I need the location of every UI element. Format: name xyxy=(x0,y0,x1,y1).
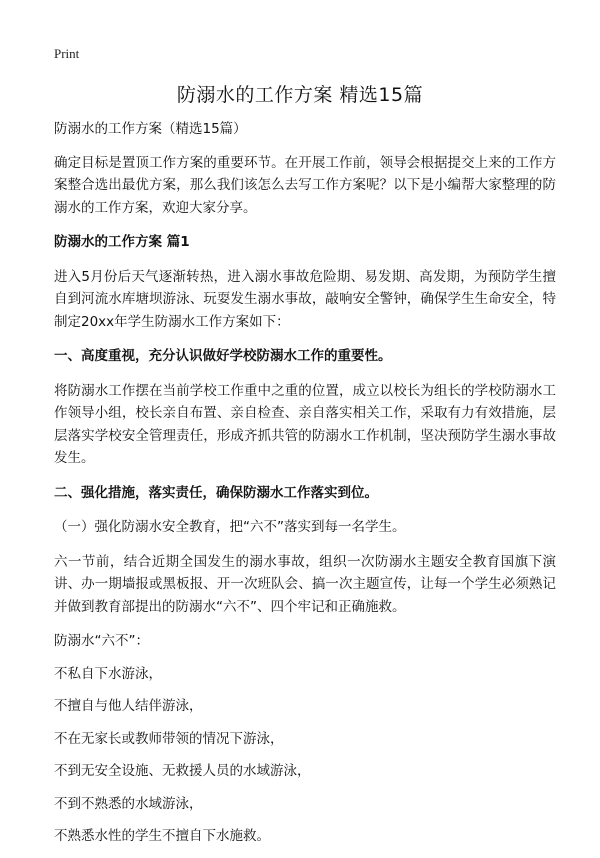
heading-1: 一、高度重视，充分认识做好学校防溺水工作的重要性。 xyxy=(54,348,392,364)
rule-item: 不到不熟悉的水域游泳， xyxy=(54,795,203,812)
paragraph-1: 进入5月份后天气逐渐转热，进入溺水事故危险期、易发期、高发期，为预防学生擅自到河流水库塘坝游泳、玩耍发生溺水事故，敲响安全警钟，确保学生生命安全，特制定20xx年学生防溺水工作方案如下： xyxy=(54,268,556,330)
page-title: 防溺水的工作方案 精选15篇 xyxy=(176,84,424,106)
six-no-label: 防溺水“六不”： xyxy=(54,633,149,649)
paragraph-3: （一）强化防溺水安全教育，把“六不”落实到每一名学生。 xyxy=(54,519,406,535)
section-title: 防溺水的工作方案 篇1 xyxy=(54,234,190,250)
heading-2: 二、强化措施，落实责任，确保防溺水工作落实到位。 xyxy=(54,484,378,501)
article-subtitle: 防溺水的工作方案（精选15篇） xyxy=(54,121,247,137)
paragraph-4: 六一节前，结合近期全国发生的溺水事故，组织一次防溺水主题安全教育国旗下演讲、办一期墙报或黑板报、开一次班队会、搞一次主题宣传，让每一个学生必须熟记并做到教育部提出的防溺水“六不”、四个牢记和正确施救。 xyxy=(54,553,556,615)
rule-item: 不到无安全设施、无救援人员的水域游泳， xyxy=(54,763,311,779)
rule-item: 不熟悉水性的学生不擅自下水施救。 xyxy=(54,828,270,844)
intro-paragraph: 确定目标是置顶工作方案的重要环节。在开展工作前，领导会根据提交上来的工作方案整合选出最优方案，那么我们该怎么去写工作方案呢？以下是小编帮大家整理的防溺水的工作方案，欢迎大家分享。 xyxy=(54,154,556,216)
rule-item: 不私自下水游泳， xyxy=(54,665,162,682)
rule-item: 不在无家长或教师带领的情况下游泳， xyxy=(54,730,284,747)
paragraph-2: 将防溺水工作摆在当前学校工作重中之重的位置，成立以校长为组长的学校防溺水工作领导小组，校长亲自布置、亲自检查、亲自落实相关工作，采取有力有效措施，层层落实学校安全管理责任，形成齐抓共管的防溺水工作机制，坚决预防学生溺水事故发生。 xyxy=(54,382,556,466)
article-body xyxy=(54,118,556,858)
rule-item: 不擅自与他人结伴游泳， xyxy=(54,698,203,714)
print-link[interactable]: Print xyxy=(54,46,80,61)
